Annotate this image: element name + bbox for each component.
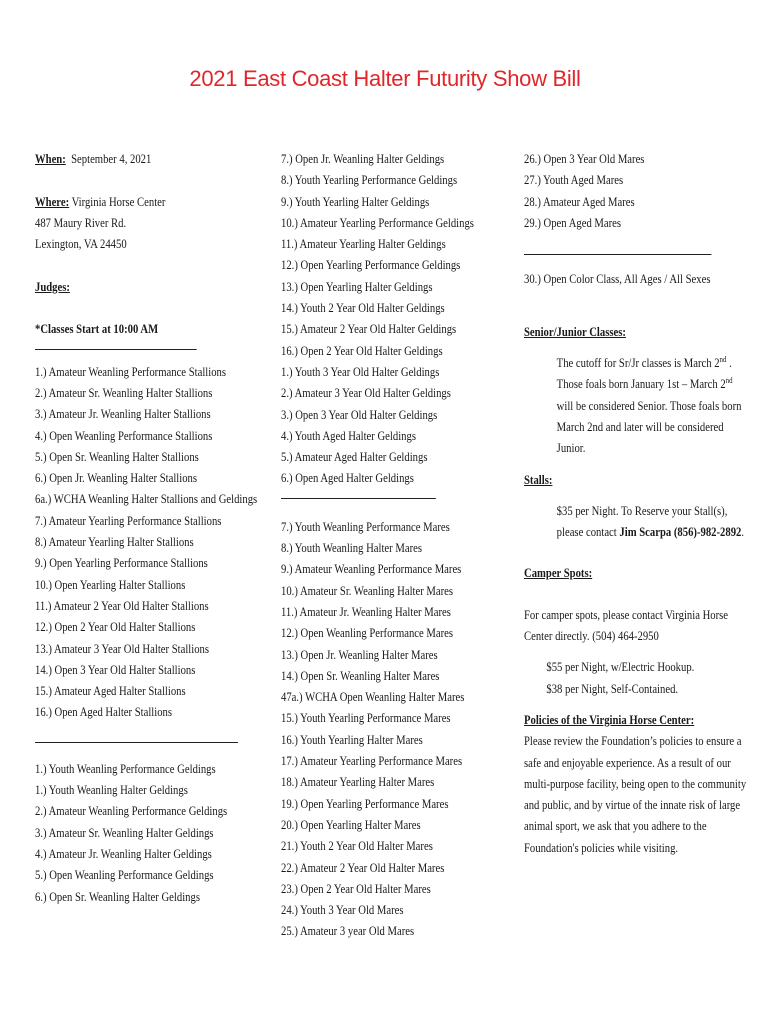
list-item: 1.) Youth 3 Year Old Halter Geldings bbox=[281, 364, 440, 379]
policies-line: multi-purpose facility, being open to the community bbox=[524, 776, 747, 791]
list-item: 26.) Open 3 Year Old Mares bbox=[524, 152, 645, 166]
stallion-class-list bbox=[35, 362, 257, 724]
list-item: 4.) Amateur Jr. Weanling Halter Geldings bbox=[35, 846, 212, 861]
cutoff-line-2: Those foals born January 1st – March 2nd bbox=[556, 376, 733, 392]
stalls-line-2: please contact Jim Scarpa (856)-982-2892. bbox=[556, 525, 745, 540]
list-item: 6a.) WCHA Weanling Halter Stallions and Geldings bbox=[35, 492, 258, 507]
list-item: 6.) Open Sr. Weanling Halter Geldings bbox=[35, 889, 200, 904]
list-item: 18.) Amateur Yearling Halter Mares bbox=[281, 775, 435, 790]
list-item: 13.) Open Jr. Weanling Halter Mares bbox=[281, 647, 438, 662]
classes-start: *Classes Start at 10:00 AM bbox=[35, 322, 159, 337]
list-item: 20.) Open Yearling Halter Mares bbox=[281, 817, 421, 832]
list-item: 13.) Amateur 3 Year Old Halter Stallions bbox=[35, 641, 210, 656]
list-item: 29.) Open Aged Mares bbox=[524, 215, 622, 230]
list-item: 9.) Youth Yearling Halter Geldings bbox=[281, 194, 430, 209]
when-row bbox=[35, 149, 257, 170]
address-line-1: 487 Maury River Rd. bbox=[35, 215, 127, 230]
divider bbox=[35, 341, 197, 350]
list-item: 8.) Youth Weanling Halter Mares bbox=[281, 541, 423, 556]
list-item: 4.) Open Weanling Performance Stallions bbox=[35, 428, 213, 443]
list-item: 28.) Amateur Aged Mares bbox=[524, 194, 635, 209]
list-item: 13.) Open Yearling Halter Geldings bbox=[281, 279, 433, 294]
list-item: 9.) Amateur Weanling Performance Mares bbox=[281, 562, 462, 577]
stalls-line-1: $35 per Night. To Reserve your Stall(s), bbox=[556, 503, 728, 518]
policies-line: Foundation's policies while visiting. bbox=[524, 840, 679, 855]
list-item: 5.) Open Sr. Weanling Halter Stallions bbox=[35, 449, 199, 464]
policies-line: safe and enjoyable experience. As a result of our bbox=[524, 755, 731, 770]
list-item: 15.) Amateur Aged Halter Stallions bbox=[35, 684, 186, 699]
list-item: 6.) Open Aged Halter Geldings bbox=[281, 471, 414, 486]
divider bbox=[524, 246, 711, 255]
policies-text bbox=[524, 731, 746, 859]
list-item: 4.) Youth Aged Halter Geldings bbox=[281, 428, 416, 443]
list-item: 21.) Youth 2 Year Old Halter Mares bbox=[281, 839, 433, 854]
list-item: 14.) Open Sr. Weanling Halter Mares bbox=[281, 668, 440, 683]
mare-class-list-cont bbox=[524, 149, 746, 234]
list-item: 10.) Amateur Yearling Performance Geldings bbox=[281, 215, 474, 230]
camper-line-1: For camper spots, please contact Virginia Horse bbox=[524, 607, 729, 622]
divider bbox=[35, 734, 238, 743]
list-item: 11.) Amateur Jr. Weanling Halter Mares bbox=[281, 604, 451, 619]
list-item: 22.) Amateur 2 Year Old Halter Mares bbox=[281, 860, 445, 875]
judges-label: Judges: bbox=[35, 279, 70, 294]
list-item: 14.) Youth 2 Year Old Halter Geldings bbox=[281, 301, 445, 316]
color-class: 30.) Open Color Class, All Ages / All Sexes bbox=[524, 272, 711, 287]
list-item: 3.) Amateur Jr. Weanling Halter Stallions bbox=[35, 407, 211, 422]
list-item: 9.) Open Yearling Performance Stallions bbox=[35, 556, 208, 571]
page-title: 2021 East Coast Halter Futurity Show Bill bbox=[189, 66, 581, 91]
list-item: 2.) Amateur 3 Year Old Halter Geldings bbox=[281, 386, 451, 401]
list-item: 16.) Open Aged Halter Stallions bbox=[35, 705, 173, 720]
list-item: 15.) Youth Yearling Performance Mares bbox=[281, 711, 451, 726]
list-item: 16.) Youth Yearling Halter Mares bbox=[281, 732, 423, 747]
list-item: 6.) Open Jr. Weanling Halter Stallions bbox=[35, 471, 198, 486]
list-item: 23.) Open 2 Year Old Halter Mares bbox=[281, 881, 431, 896]
when-label: When: bbox=[35, 152, 66, 166]
policies-line: Please review the Foundation’s policies to ensure a bbox=[524, 734, 742, 749]
camper-price-1: $55 per Night, w/Electric Hookup. bbox=[546, 660, 695, 675]
gelding-class-list bbox=[35, 759, 257, 908]
divider bbox=[281, 490, 436, 499]
column-right bbox=[524, 149, 746, 859]
list-item: 12.) Open 2 Year Old Halter Stallions bbox=[35, 620, 196, 635]
list-item: 7.) Youth Weanling Performance Mares bbox=[281, 519, 450, 534]
list-item: 12.) Open Weanling Performance Mares bbox=[281, 626, 454, 641]
list-item: 2.) Amateur Weanling Performance Geldings bbox=[35, 804, 228, 819]
policies-label: Policies of the Virginia Horse Center: bbox=[524, 712, 695, 727]
list-item: 17.) Amateur Yearling Performance Mares bbox=[281, 754, 463, 769]
list-item: 7.) Amateur Yearling Performance Stallions bbox=[35, 513, 222, 528]
list-item: 1.) Youth Weanling Performance Geldings bbox=[35, 761, 216, 776]
list-item: 25.) Amateur 3 year Old Mares bbox=[281, 924, 415, 939]
list-item: 12.) Open Yearling Performance Geldings bbox=[281, 258, 461, 273]
list-item: 5.) Amateur Aged Halter Geldings bbox=[281, 450, 428, 465]
where-row bbox=[35, 192, 257, 213]
column-middle bbox=[281, 149, 474, 943]
camper-price-2: $38 per Night, Self-Contained. bbox=[546, 681, 679, 696]
list-item: 5.) Open Weanling Performance Geldings bbox=[35, 868, 214, 883]
cutoff-line-1: The cutoff for Sr/Jr classes is March 2nd . bbox=[556, 354, 732, 371]
list-item: 8.) Amateur Yearling Halter Stallions bbox=[35, 535, 194, 550]
list-item: 47a.) WCHA Open Weanling Halter Mares bbox=[281, 690, 465, 705]
list-item: 11.) Amateur Yearling Halter Geldings bbox=[281, 237, 446, 252]
policies-line: and public, and by virtue of the innate risk of large bbox=[524, 798, 741, 813]
list-item: 8.) Youth Yearling Performance Geldings bbox=[281, 173, 458, 188]
when-value: September 4, 2021 bbox=[71, 152, 152, 166]
stalls-contact: Jim Scarpa (856)-982-2892 bbox=[619, 525, 742, 540]
column-left bbox=[35, 149, 257, 908]
list-item: 10.) Open Yearling Halter Stallions bbox=[35, 577, 186, 592]
camper-label: Camper Spots: bbox=[524, 566, 593, 581]
cutoff-line-5: Junior. bbox=[556, 441, 586, 456]
list-item: 7.) Open Jr. Weanling Halter Geldings bbox=[281, 152, 445, 166]
list-item: 2.) Amateur Sr. Weanling Halter Stallions bbox=[35, 385, 213, 400]
list-item: 11.) Amateur 2 Year Old Halter Stallions bbox=[35, 598, 209, 613]
list-item: 1.) Youth Weanling Halter Geldings bbox=[35, 783, 188, 798]
list-item: 3.) Amateur Sr. Weanling Halter Geldings bbox=[35, 825, 214, 840]
list-item: 10.) Amateur Sr. Weanling Halter Mares bbox=[281, 583, 454, 598]
list-item: 3.) Open 3 Year Old Halter Geldings bbox=[281, 407, 438, 422]
list-item: 14.) Open 3 Year Old Halter Stallions bbox=[35, 662, 196, 677]
where-value: Virginia Horse Center bbox=[71, 194, 166, 209]
list-item: 24.) Youth 3 Year Old Mares bbox=[281, 903, 404, 918]
gelding-class-list-cont bbox=[281, 149, 474, 490]
cutoff-line-3: will be considered Senior. Those foals born bbox=[556, 398, 742, 413]
senior-junior-label: Senior/Junior Classes: bbox=[524, 324, 626, 339]
stalls-label: Stalls: bbox=[524, 472, 553, 487]
list-item: 19.) Open Yearling Performance Mares bbox=[281, 796, 449, 811]
address-line-2: Lexington, VA 24450 bbox=[35, 237, 127, 252]
list-item: 16.) Open 2 Year Old Halter Geldings bbox=[281, 343, 443, 358]
list-item: 27.) Youth Aged Mares bbox=[524, 173, 624, 188]
list-item: 1.) Amateur Weanling Performance Stallions bbox=[35, 364, 227, 379]
cutoff-line-4: March 2nd and later will be considered bbox=[556, 419, 724, 434]
policies-line: animal sport, we ask that you adhere to the bbox=[524, 819, 707, 834]
mare-class-list bbox=[281, 517, 474, 943]
camper-line-2: Center directly. (504) 464-2950 bbox=[524, 629, 659, 644]
where-label: Where: bbox=[35, 194, 70, 209]
list-item: 15.) Amateur 2 Year Old Halter Geldings bbox=[281, 322, 457, 337]
